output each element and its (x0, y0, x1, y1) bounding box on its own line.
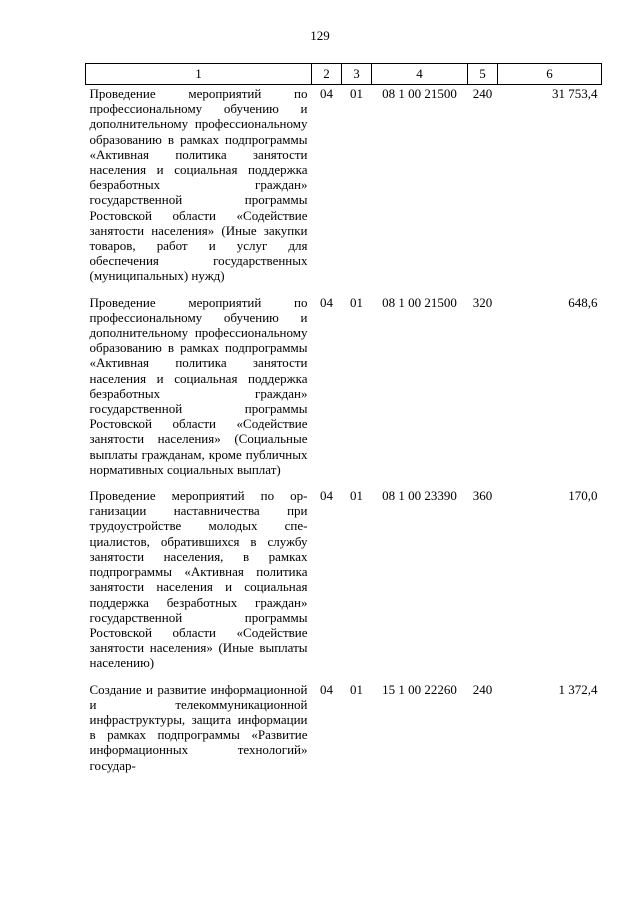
header-row (86, 64, 602, 85)
row-subsection: 01 (350, 681, 363, 697)
row-section: 04 (320, 681, 333, 697)
row-subsection: 01 (350, 488, 363, 504)
row-description: Проведение мероприятий по организации наставничества при трудоустройстве молодых специалистов, обратившихся в службу занятости населения, в рамках подпрограммы «Активная политика занятости населения и социальная поддержка безработных граждан» государственной программы Ростовской области «Содействие занятости населения» (Иные выплаты населению) (89, 488, 308, 671)
row-subsection: 01 (350, 294, 363, 310)
table-row (86, 85, 602, 294)
row-section: 04 (320, 294, 333, 310)
row-target-code: 08 1 00 21500 (382, 86, 457, 101)
row-section: 04 (320, 488, 333, 504)
header-col-4: 4 (372, 64, 468, 85)
page-number: 129 (310, 28, 330, 43)
header-col-6: 6 (498, 64, 602, 85)
row-target-code: 15 1 00 22260 (382, 681, 457, 697)
row-amount: 31 753,4 (552, 86, 598, 101)
row-amount: 170,0 (568, 488, 598, 504)
row-description: Создание и развитие информационной и телекоммуникационной инфраструктуры, защита информации в рамках подпрограммы «Развитие информационных технологий» государ- (89, 681, 308, 773)
row-section: 04 (320, 86, 333, 101)
row-expense-type: 360 (472, 488, 493, 504)
row-description: Проведение мероприятий по профессиональному обучению и дополнительному профессиональному образованию в рамках подпрограммы «Активная политика занятости населения и социальная поддержка безработных граждан» государственной программы Ростовской области «Содействие занятости населения» (Иные закупки товаров, работ и услуг для обеспечения государственных (муниципальных) нужд) (89, 86, 308, 284)
row-target-code: 08 1 00 21500 (382, 294, 457, 310)
header-col-1: 1 (86, 64, 312, 85)
row-subsection: 01 (350, 86, 363, 101)
row-expense-type: 240 (472, 86, 493, 101)
header-col-5: 5 (468, 64, 498, 85)
header-col-2: 2 (312, 64, 342, 85)
row-amount: 648,6 (568, 294, 598, 310)
table-row (86, 487, 602, 680)
row-amount: 1 372,4 (558, 681, 598, 697)
table-row (86, 681, 602, 783)
header-col-3: 3 (342, 64, 372, 85)
row-description: Проведение мероприятий по профессиональному обучению и дополнительному профессиональному образованию в рамках подпрограммы «Активная политика занятости населения и социальная поддержка безработных граждан» государственной программы Ростовской области «Содействие занятости населения» (Социальные выплаты гражданам, кроме публичных нормативных социальных выплат) (89, 294, 308, 477)
row-expense-type: 320 (472, 294, 493, 310)
budget-table (85, 63, 602, 783)
row-expense-type: 240 (472, 681, 493, 697)
table-row (86, 294, 602, 487)
row-target-code: 08 1 00 23390 (382, 488, 457, 504)
